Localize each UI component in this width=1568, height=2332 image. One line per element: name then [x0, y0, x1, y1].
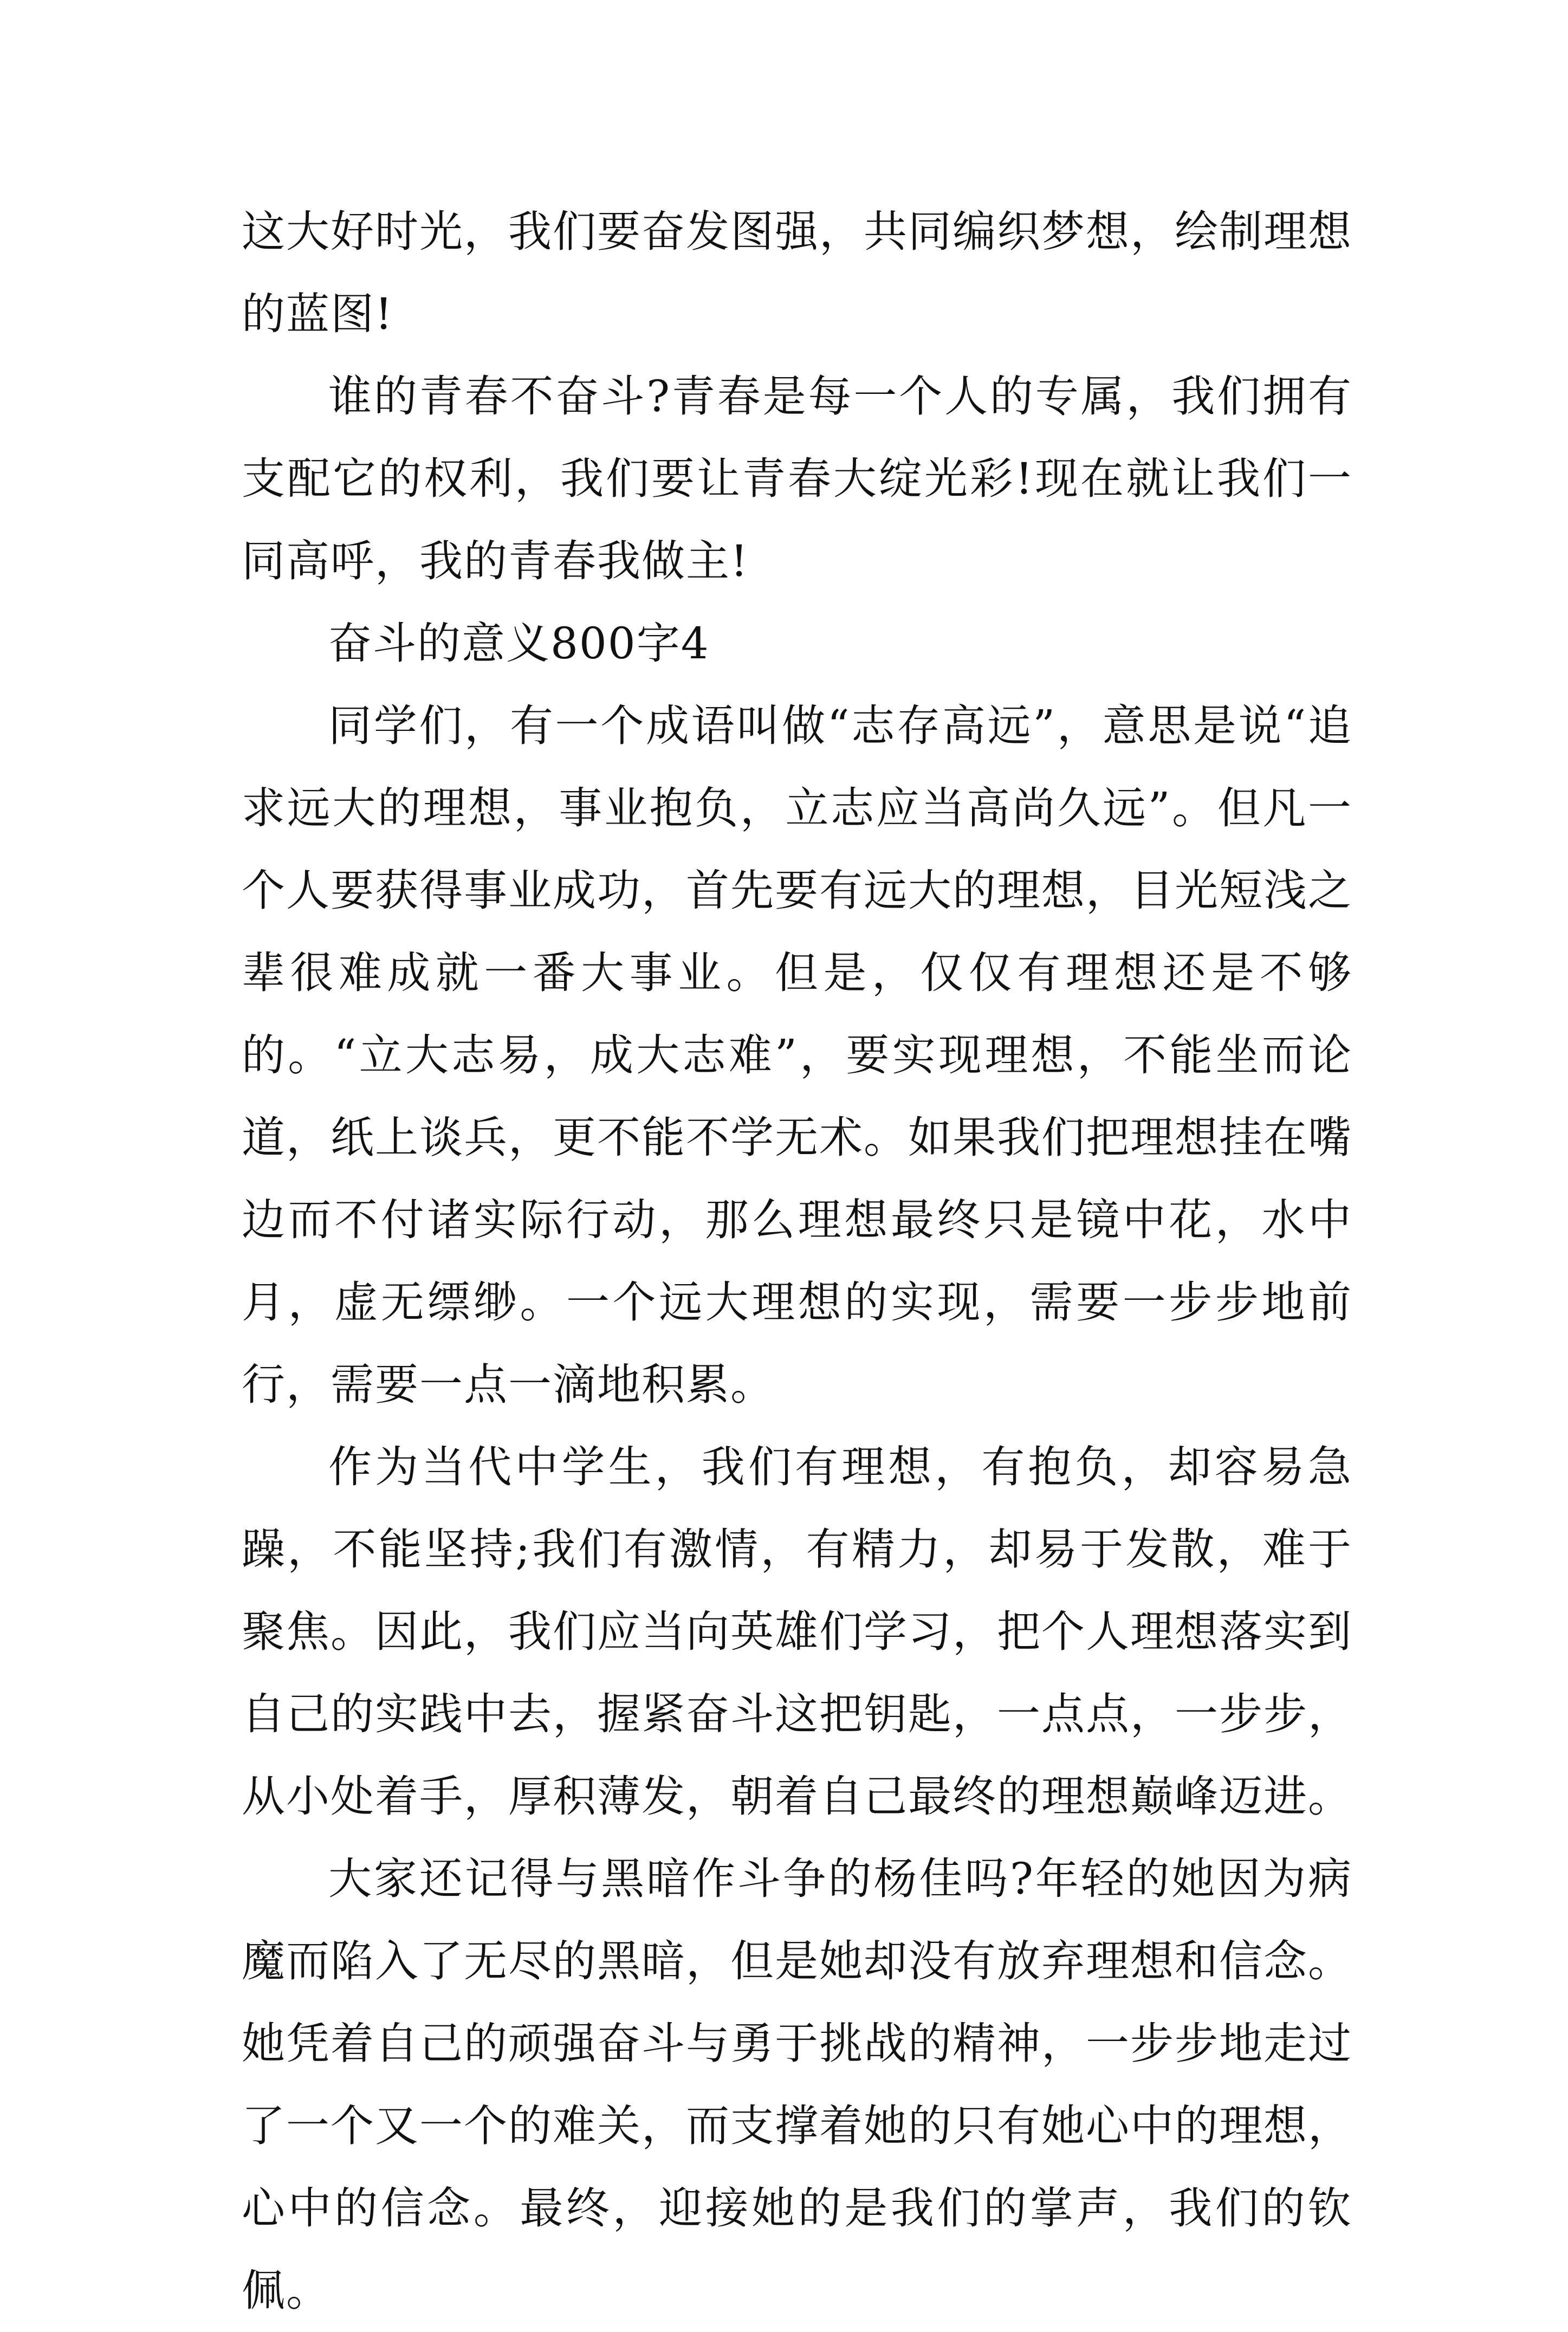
paragraph-yangjia: 大家还记得与黑暗作斗争的杨佳吗?年轻的她因为病魔而陷入了无尽的黑暗，但是她却没有放弃理想和信念。她凭着自己的顽强奋斗与勇于挑战的精神，一步步地走过了一个又一个的难关，而支撑着她的只有她心中的理想，心中的信念。最终，迎接她的是我们的掌声，我们的钦佩。: [242, 1854, 1352, 2316]
paragraph-students: 作为当代中学生，我们有理想，有抱负，却容易急躁，不能坚持;我们有激情，有精力，却易于发散，难于聚焦。因此，我们应当向英雄们学习，把个人理想落实到自己的实践中去，握紧奋斗这把钥匙，一点点，一步步，从小处着手，厚积薄发，朝着自己最终的理想巅峰迈进。: [242, 1442, 1352, 1822]
paragraph-continuation: 这大好时光，我们要奋发图强，共同编织梦想，绘制理想的蓝图!: [242, 206, 1352, 339]
section-heading: 奋斗的意义800字4: [328, 618, 710, 669]
paragraph-youth: 谁的青春不奋斗?青春是每一个人的专属，我们拥有支配它的权利，我们要让青春大绽光彩!现在就让我们一同高呼，我的青春我做主!: [242, 371, 1352, 586]
document-body: [242, 191, 1352, 2332]
paragraph-ideal: 同学们，有一个成语叫做“志存高远”，意思是说“追求远大的理想，事业抱负，立志应当高尚久远”。但凡一个人要获得事业成功，首先要有远大的理想，目光短浅之辈很难成就一番大事业。但是，仅仅有理想还是不够的。“立大志易，成大志难”，要实现理想，不能坐而论道，纸上谈兵，更不能不学无术。如果我们把理想挂在嘴边而不付诸实际行动，那么理想最终只是镜中花，水中月，虚无缥缈。一个远大理想的实现，需要一步步地前行，需要一点一滴地积累。: [242, 701, 1352, 1410]
